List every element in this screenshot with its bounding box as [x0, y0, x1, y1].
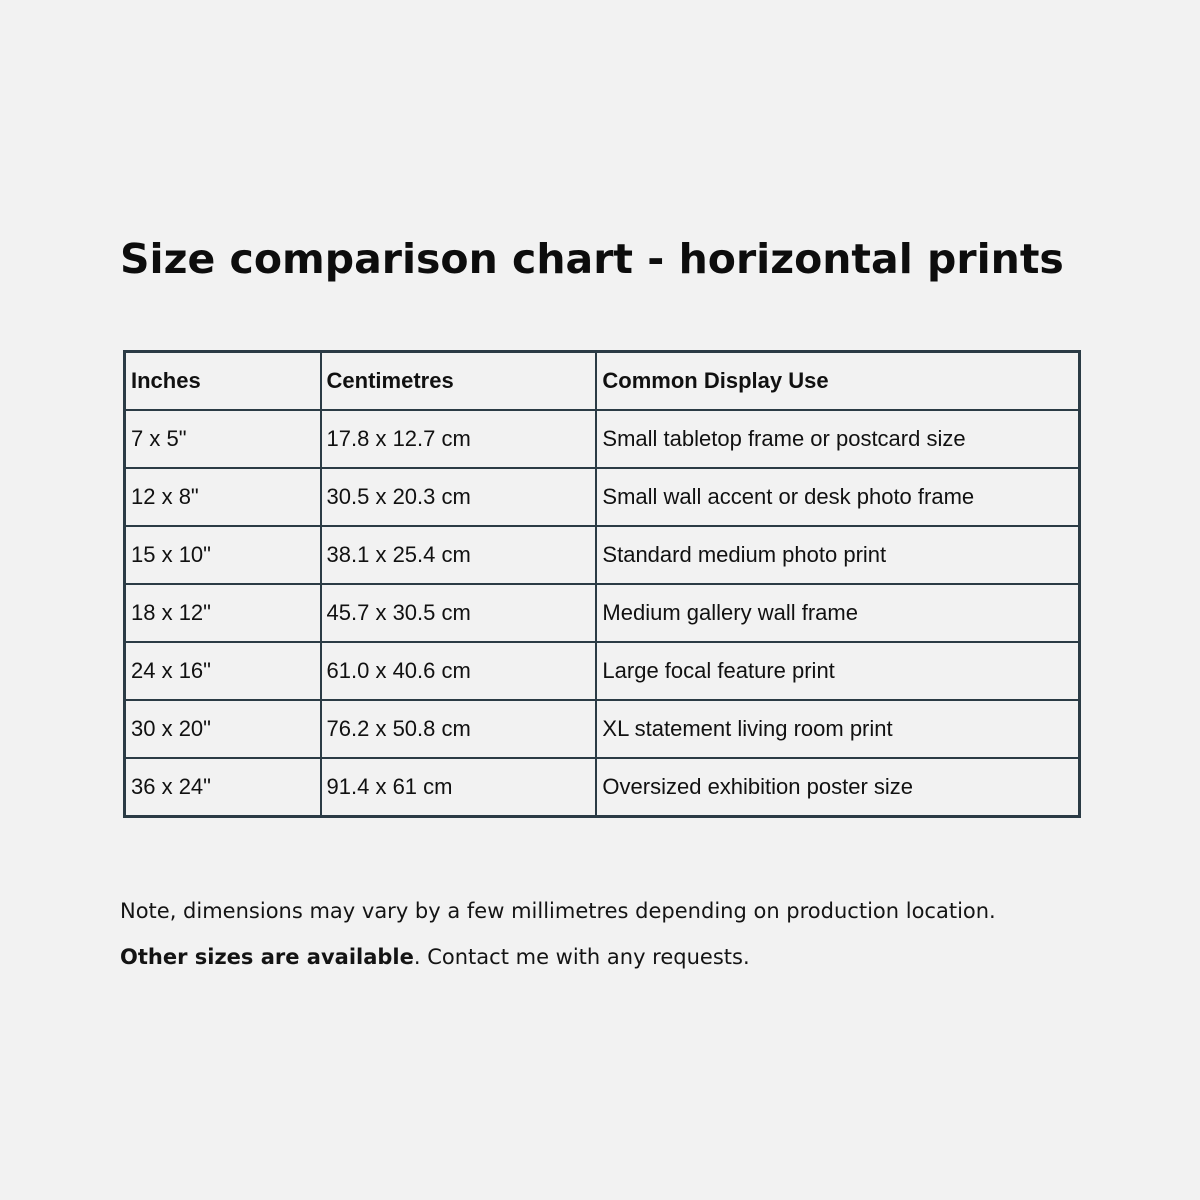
- header-centimetres: Centimetres: [321, 352, 597, 411]
- cell-centimetres: 38.1 x 25.4 cm: [321, 526, 597, 584]
- cell-inches: 7 x 5": [125, 410, 321, 468]
- cell-display-use: Medium gallery wall frame: [596, 584, 1079, 642]
- cell-display-use: Small wall accent or desk photo frame: [596, 468, 1079, 526]
- cell-inches: 18 x 12": [125, 584, 321, 642]
- cell-inches: 15 x 10": [125, 526, 321, 584]
- page-title: Size comparison chart - horizontal prints: [120, 235, 1064, 283]
- header-inches: Inches: [125, 352, 321, 411]
- cell-inches: 36 x 24": [125, 758, 321, 817]
- availability-note-rest: . Contact me with any requests.: [413, 945, 750, 969]
- cell-display-use: Small tabletop frame or postcard size: [596, 410, 1079, 468]
- cell-inches: 30 x 20": [125, 700, 321, 758]
- size-comparison-table: [123, 350, 1081, 818]
- cell-centimetres: 61.0 x 40.6 cm: [321, 642, 597, 700]
- header-common-display-use: Common Display Use: [596, 352, 1079, 411]
- cell-display-use: Oversized exhibition poster size: [596, 758, 1079, 817]
- table-row: [125, 642, 1080, 700]
- availability-note-bold: Other sizes are available: [120, 945, 414, 969]
- table-row: [125, 700, 1080, 758]
- cell-display-use: Standard medium photo print: [596, 526, 1079, 584]
- availability-note: [120, 942, 1120, 972]
- table-row: [125, 526, 1080, 584]
- dimensions-note: Note, dimensions may vary by a few millimetres depending on production location.: [120, 899, 996, 923]
- cell-centimetres: 30.5 x 20.3 cm: [321, 468, 597, 526]
- cell-display-use: Large focal feature print: [596, 642, 1079, 700]
- table-row: [125, 758, 1080, 817]
- cell-centimetres: 91.4 x 61 cm: [321, 758, 597, 817]
- table-header-row: [125, 352, 1080, 411]
- cell-centimetres: 45.7 x 30.5 cm: [321, 584, 597, 642]
- cell-inches: 12 x 8": [125, 468, 321, 526]
- cell-display-use: XL statement living room print: [596, 700, 1079, 758]
- table-row: [125, 410, 1080, 468]
- cell-inches: 24 x 16": [125, 642, 321, 700]
- cell-centimetres: 17.8 x 12.7 cm: [321, 410, 597, 468]
- table-row: [125, 584, 1080, 642]
- cell-centimetres: 76.2 x 50.8 cm: [321, 700, 597, 758]
- table-row: [125, 468, 1080, 526]
